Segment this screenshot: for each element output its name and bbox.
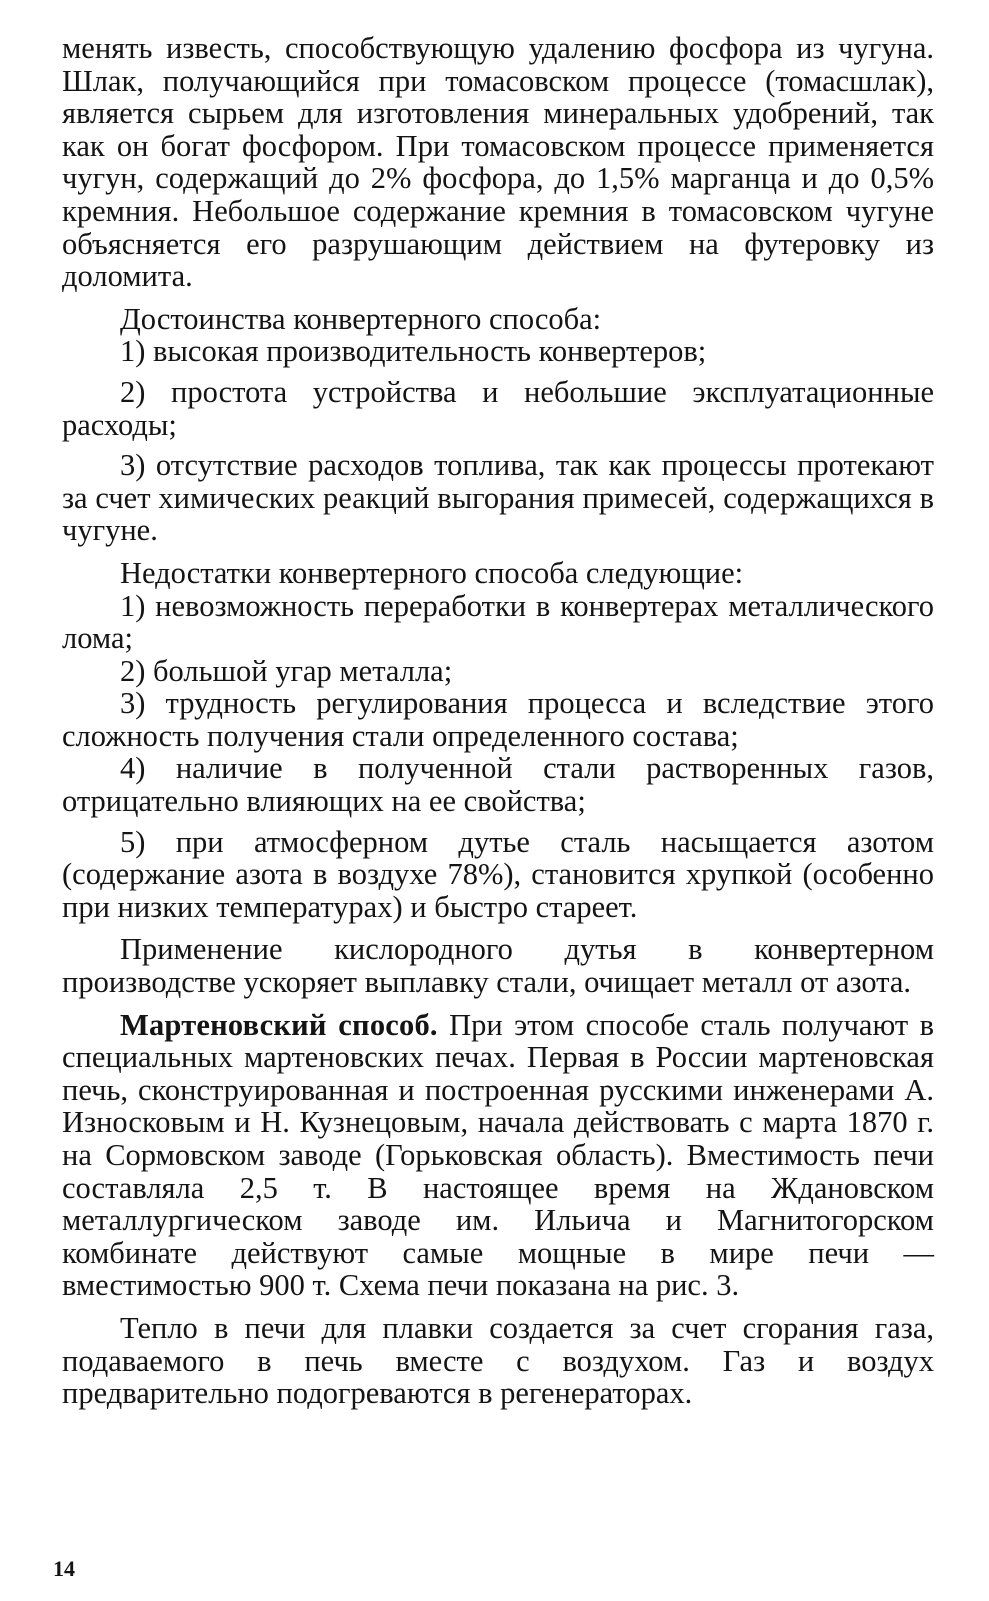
disadvantage-item: 2) большой угар металла; — [120, 653, 453, 688]
disadvantage-item: 3) трудность регулирования процесса и вследствие этого сложность получения стали определенного состава; — [62, 686, 934, 753]
open-hearth-text: При этом способе сталь получают в специальных мартеновских печах. Первая в России мартеновская печь, сконструированная и построенная русскими инженерами А. Износковым и Н. Кузнецовым, начала действовать с марта 1870 г. на Сормовском заводе (Горьковская область). Вместимость печи составляла 2,5 т. В настоящее время на Ждановском металлургическом заводе им. Ильича и Магнитогорском комбинате действуют самые мощные в мире печи — вместимостью 900 т. Схема печи показана на рис. 3. — [62, 1007, 934, 1303]
advantage-item: 1) высокая производительность конвертеров; — [120, 334, 707, 369]
advantage-item: 2) простота устройства и небольшие эксплуатационные расходы; — [62, 374, 934, 442]
advantage-item: 3) отсутствие расходов топлива, так как процессы протекают за счет химических реакций выгорания примесей, содержащихся в чугуне. — [62, 448, 934, 548]
disadvantage-item: 4) наличие в полученной стали растворенных газов, отрицательно влияющих на ее свойства; — [62, 751, 934, 819]
paragraph-open-hearth — [62, 1009, 934, 1302]
page-number: 14 — [53, 1556, 75, 1581]
disadvantage-item: 1) невозможность переработки в конвертерах металлического лома; — [62, 588, 934, 656]
paragraph-thomas-process: менять известь, способствующую удалению фосфора из чугуна. Шлак, получающийся при томасовском процессе (томасшлак), является сырьем для изготовления минеральных удобрений, так как он богат фосфором. При томасовском процессе применяется чугун, содержащий до 2% фосфора, до 1,5% марганца и до 0,5% кремния. Небольшое содержание кремния в томасовском чугуне объясняется его разрушающим действием на футеровку из доломита. — [62, 31, 934, 294]
disadvantages-heading: Недостатки конвертерного способа следующие: — [120, 555, 744, 590]
open-hearth-heading: Мартеновский способ. — [120, 1007, 438, 1042]
page-body — [62, 32, 934, 1410]
disadvantage-item: 5) при атмосферном дутье сталь насыщается азотом (содержание азота в воздухе 78%), становится хрупкой (особенно при низких температурах) и быстро стареет. — [62, 824, 934, 924]
paragraph-heat: Тепло в печи для плавки создается за счет сгорания газа, подаваемого в печь вместе с воздухом. Газ и воздух предварительно подогреваются в регенераторах. — [62, 1310, 934, 1411]
paragraph-oxygen-blast: Применение кислородного дутья в конвертерном производстве ускоряет выплавку стали, очищает металл от азота. — [62, 932, 934, 1000]
advantages-heading: Достоинства конвертерного способа: — [120, 301, 602, 336]
